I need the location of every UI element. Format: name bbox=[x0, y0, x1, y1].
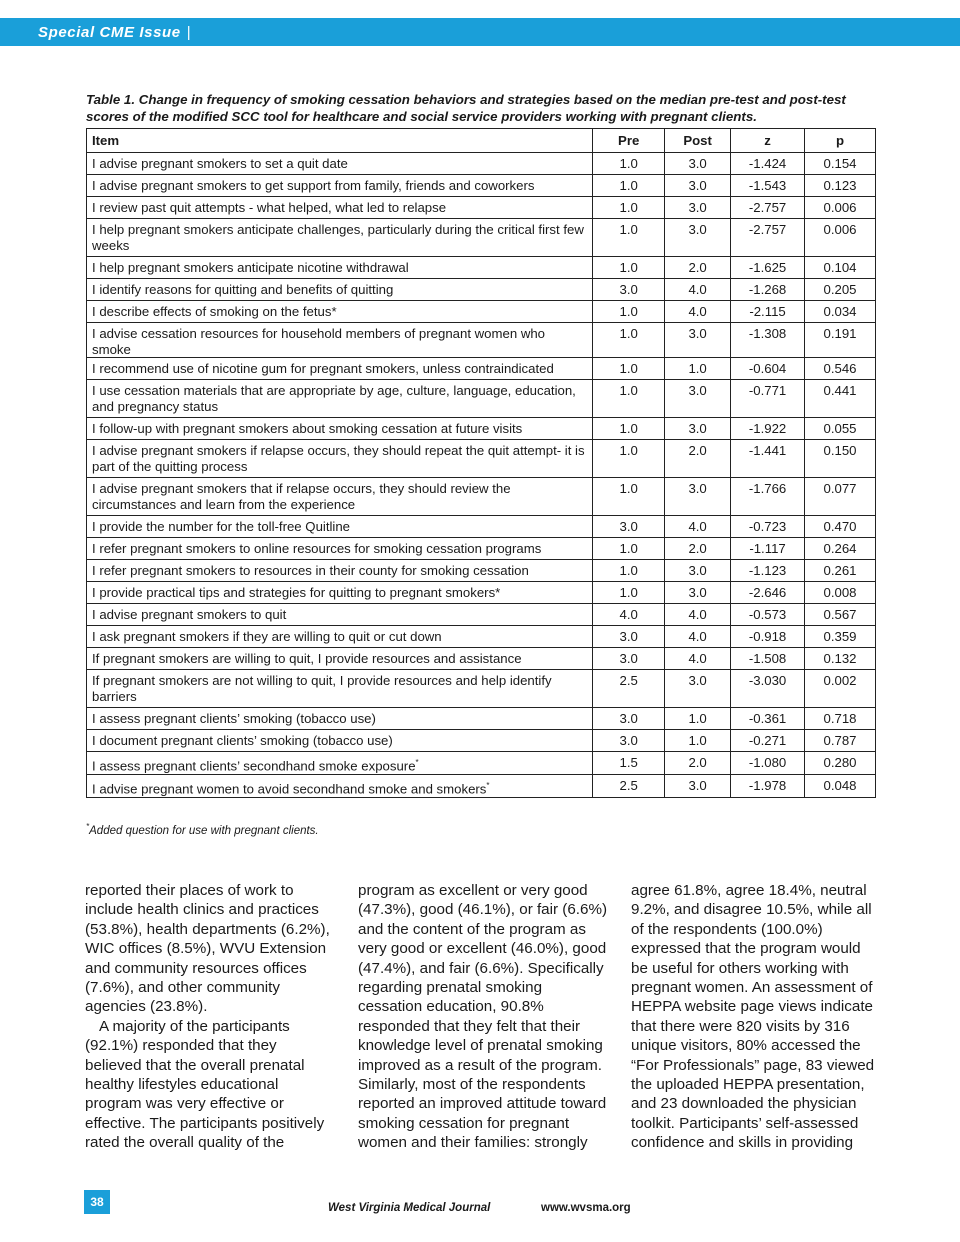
cell-pre: 1.0 bbox=[593, 440, 665, 478]
cell-post: 2.0 bbox=[665, 752, 731, 775]
table-row bbox=[87, 708, 876, 730]
cell-item bbox=[87, 257, 593, 279]
cell-pre: 1.0 bbox=[593, 478, 665, 516]
table-row bbox=[87, 604, 876, 626]
table-row bbox=[87, 752, 876, 775]
table-row bbox=[87, 560, 876, 582]
cell-pre: 1.0 bbox=[593, 323, 665, 358]
item-text: I provide the number for the toll-free Quitline bbox=[92, 519, 351, 534]
cell-pre: 3.0 bbox=[593, 279, 665, 301]
cell-item bbox=[87, 440, 593, 478]
cell-pre: 1.0 bbox=[593, 358, 665, 380]
cell-z: -1.625 bbox=[731, 257, 805, 279]
cell-z: -0.271 bbox=[731, 730, 805, 752]
cell-pre: 2.5 bbox=[593, 774, 665, 797]
cell-post: 4.0 bbox=[665, 301, 731, 323]
cell-item bbox=[87, 358, 593, 380]
table-row bbox=[87, 279, 876, 301]
cell-p: 0.006 bbox=[805, 197, 876, 219]
item-text: If pregnant smokers are not willing to quit, I provide resources and help identify barriers bbox=[92, 673, 552, 704]
cell-pre: 1.0 bbox=[593, 197, 665, 219]
cell-z: -0.573 bbox=[731, 604, 805, 626]
table-row bbox=[87, 358, 876, 380]
cell-p: 0.359 bbox=[805, 626, 876, 648]
cell-z: -1.268 bbox=[731, 279, 805, 301]
cell-p: 0.002 bbox=[805, 670, 876, 708]
table-row bbox=[87, 582, 876, 604]
header-separator: | bbox=[186, 24, 192, 41]
cell-z: -1.308 bbox=[731, 323, 805, 358]
cell-post: 3.0 bbox=[665, 670, 731, 708]
paragraph: A majority of the participants (92.1%) responded that they believed that the overall prenatal healthy lifestyles educational program was very effective or effective. The participants positively rated the overall quality of the bbox=[85, 1017, 325, 1152]
cell-post: 3.0 bbox=[665, 153, 731, 175]
cell-p: 0.034 bbox=[805, 301, 876, 323]
cell-z: -1.978 bbox=[731, 774, 805, 797]
body-column-3 bbox=[631, 881, 881, 1153]
cell-z: -0.918 bbox=[731, 626, 805, 648]
body-column-1 bbox=[85, 881, 335, 1153]
cell-p: 0.154 bbox=[805, 153, 876, 175]
results-table bbox=[86, 128, 876, 798]
item-text: I advise pregnant smokers to set a quit date bbox=[92, 156, 348, 171]
cell-pre: 2.5 bbox=[593, 670, 665, 708]
cell-item bbox=[87, 219, 593, 257]
cell-item bbox=[87, 538, 593, 560]
cell-post: 3.0 bbox=[665, 175, 731, 197]
item-text: If pregnant smokers are willing to quit, I provide resources and assistance bbox=[92, 651, 522, 666]
table-row bbox=[87, 153, 876, 175]
cell-p: 0.132 bbox=[805, 648, 876, 670]
cell-post: 3.0 bbox=[665, 197, 731, 219]
cell-item bbox=[87, 380, 593, 418]
item-text: I help pregnant smokers anticipate challenges, particularly during the critical first few weeks bbox=[92, 222, 584, 253]
table-row bbox=[87, 774, 876, 797]
cell-z: -1.922 bbox=[731, 418, 805, 440]
cell-post: 3.0 bbox=[665, 219, 731, 257]
cell-pre: 3.0 bbox=[593, 626, 665, 648]
item-text: I follow-up with pregnant smokers about smoking cessation at future visits bbox=[92, 421, 523, 436]
cell-item bbox=[87, 197, 593, 219]
table-row bbox=[87, 626, 876, 648]
table-caption: Table 1. Change in frequency of smoking cessation behaviors and strategies based on the median pre-test and post-test scores of the modified SCC tool for healthcare and social service providers working with pregnant clients. bbox=[86, 92, 846, 124]
cell-z: -2.646 bbox=[731, 582, 805, 604]
cell-pre: 1.0 bbox=[593, 560, 665, 582]
section-header-band bbox=[0, 18, 960, 46]
cell-item bbox=[87, 730, 593, 752]
cell-z: -1.123 bbox=[731, 560, 805, 582]
cell-post: 4.0 bbox=[665, 604, 731, 626]
cell-p: 0.123 bbox=[805, 175, 876, 197]
journal-url: www.wvsma.org bbox=[541, 1202, 631, 1214]
paragraph: program as excellent or very good (47.3%), good (46.1%), or fair (6.6%) and the content of the program as very good or excellent (46.0%), good (47.4%), and fair (6.6%). Specifically regarding prenatal smoking cessation education, 90.8% responded that they felt that their knowledge level of prenatal smoking improved as a result of the program. Similarly, most of the respondents reported an improved attitude toward smoking cessation for pregnant women and their families: strongly bbox=[358, 882, 608, 1152]
table-row bbox=[87, 440, 876, 478]
item-text: I review past quit attempts - what helped, what led to relapse bbox=[92, 200, 447, 215]
cell-post: 3.0 bbox=[665, 582, 731, 604]
cell-p: 0.104 bbox=[805, 257, 876, 279]
cell-post: 3.0 bbox=[665, 418, 731, 440]
cell-pre: 1.0 bbox=[593, 418, 665, 440]
table-row bbox=[87, 257, 876, 279]
cell-z: -1.766 bbox=[731, 478, 805, 516]
cell-post: 4.0 bbox=[665, 648, 731, 670]
cell-pre: 3.0 bbox=[593, 516, 665, 538]
cell-z: -1.117 bbox=[731, 538, 805, 560]
item-text: I assess pregnant clients’ secondhand smoke exposure bbox=[92, 758, 416, 774]
cell-pre: 1.0 bbox=[593, 301, 665, 323]
cell-item bbox=[87, 516, 593, 538]
cell-pre: 1.0 bbox=[593, 538, 665, 560]
item-text: I use cessation materials that are appropriate by age, culture, language, education, and pregnancy status bbox=[92, 383, 576, 414]
item-text: I document pregnant clients’ smoking (tobacco use) bbox=[92, 733, 393, 748]
table-footnote bbox=[86, 822, 319, 837]
footnote-text: Added question for use with pregnant clients. bbox=[89, 824, 319, 837]
cell-post: 3.0 bbox=[665, 323, 731, 358]
header-pre: Pre bbox=[593, 129, 665, 153]
cell-post: 4.0 bbox=[665, 626, 731, 648]
item-text: I advise pregnant smokers to get support from family, friends and coworkers bbox=[92, 178, 535, 193]
cell-pre: 1.0 bbox=[593, 175, 665, 197]
cell-p: 0.008 bbox=[805, 582, 876, 604]
cell-z: -3.030 bbox=[731, 670, 805, 708]
header-p: p bbox=[805, 129, 876, 153]
item-text: I assess pregnant clients’ smoking (tobacco use) bbox=[92, 711, 376, 726]
cell-item bbox=[87, 478, 593, 516]
cell-item bbox=[87, 153, 593, 175]
cell-item bbox=[87, 708, 593, 730]
paragraph: agree 61.8%, agree 18.4%, neutral 9.2%, and disagree 10.5%, while all of the respondents (100.0%) expressed that the program would be useful for others working with pregnant women. An assessment of HEPPA website page views indicate that there were 820 visits by 316 unique visitors, 80% accessed the “For Professionals” page, 83 viewed the uploaded HEPPA presentation, and 23 downloaded the physician toolkit. Participants’ self-assessed confidence and skills in providing bbox=[631, 882, 875, 1152]
cell-p: 0.150 bbox=[805, 440, 876, 478]
cell-post: 4.0 bbox=[665, 516, 731, 538]
cell-post: 1.0 bbox=[665, 730, 731, 752]
cell-item bbox=[87, 648, 593, 670]
page-number: 38 bbox=[84, 1190, 110, 1214]
cell-pre: 1.0 bbox=[593, 582, 665, 604]
item-footnote-mark: * bbox=[486, 780, 490, 790]
cell-z: -0.771 bbox=[731, 380, 805, 418]
item-text: I recommend use of nicotine gum for pregnant smokers, unless contraindicated bbox=[92, 361, 554, 376]
table-row bbox=[87, 418, 876, 440]
cell-item bbox=[87, 301, 593, 323]
section-label: Special CME Issue bbox=[38, 24, 181, 41]
cell-p: 0.264 bbox=[805, 538, 876, 560]
table-row bbox=[87, 175, 876, 197]
cell-pre: 1.0 bbox=[593, 219, 665, 257]
cell-p: 0.546 bbox=[805, 358, 876, 380]
cell-post: 2.0 bbox=[665, 538, 731, 560]
table-row bbox=[87, 478, 876, 516]
item-text: I advise pregnant smokers if relapse occurs, they should repeat the quit attempt- it is part of the quitting process bbox=[92, 443, 585, 474]
table-row bbox=[87, 301, 876, 323]
table-row bbox=[87, 538, 876, 560]
item-text: I advise pregnant smokers that if relapse occurs, they should review the circumstances and learn from the experience bbox=[92, 481, 511, 512]
item-text: I advise cessation resources for household members of pregnant women who smoke bbox=[92, 326, 546, 357]
cell-p: 0.567 bbox=[805, 604, 876, 626]
cell-post: 1.0 bbox=[665, 358, 731, 380]
cell-pre: 1.0 bbox=[593, 257, 665, 279]
paragraph: reported their places of work to include health clinics and practices (53.8%), health departments (6.2%), WIC offices (8.5%), WVU Extension and community resources offices (7.6%), and other community agencies (23.8%). bbox=[85, 882, 330, 1016]
cell-z: -1.080 bbox=[731, 752, 805, 775]
cell-z: -0.361 bbox=[731, 708, 805, 730]
table-row bbox=[87, 730, 876, 752]
cell-z: -1.543 bbox=[731, 175, 805, 197]
footnote-mark: * bbox=[86, 822, 90, 831]
cell-p: 0.470 bbox=[805, 516, 876, 538]
cell-pre: 4.0 bbox=[593, 604, 665, 626]
cell-pre: 3.0 bbox=[593, 730, 665, 752]
item-text: I refer pregnant smokers to online resources for smoking cessation programs bbox=[92, 541, 542, 556]
header-item: Item bbox=[87, 129, 593, 153]
cell-item bbox=[87, 604, 593, 626]
journal-name: West Virginia Medical Journal bbox=[328, 1202, 491, 1214]
cell-z: -1.441 bbox=[731, 440, 805, 478]
item-text: I advise pregnant women to avoid secondhand smoke and smokers bbox=[92, 781, 487, 797]
table-row bbox=[87, 219, 876, 257]
table-header-row bbox=[87, 129, 876, 153]
table-row bbox=[87, 380, 876, 418]
cell-post: 3.0 bbox=[665, 478, 731, 516]
cell-item bbox=[87, 279, 593, 301]
item-text: I ask pregnant smokers if they are willing to quit or cut down bbox=[92, 629, 442, 644]
cell-post: 3.0 bbox=[665, 380, 731, 418]
table-row bbox=[87, 648, 876, 670]
table-row bbox=[87, 323, 876, 358]
cell-p: 0.006 bbox=[805, 219, 876, 257]
cell-item bbox=[87, 582, 593, 604]
cell-p: 0.205 bbox=[805, 279, 876, 301]
item-text: I identify reasons for quitting and benefits of quitting bbox=[92, 282, 394, 297]
cell-p: 0.261 bbox=[805, 560, 876, 582]
cell-pre: 1.5 bbox=[593, 752, 665, 775]
cell-item bbox=[87, 418, 593, 440]
cell-z: -2.115 bbox=[731, 301, 805, 323]
cell-p: 0.077 bbox=[805, 478, 876, 516]
body-column-2 bbox=[358, 881, 608, 1153]
cell-z: -1.508 bbox=[731, 648, 805, 670]
cell-item bbox=[87, 670, 593, 708]
cell-item bbox=[87, 323, 593, 358]
cell-item bbox=[87, 752, 593, 775]
item-footnote-mark: * bbox=[415, 758, 419, 767]
cell-item bbox=[87, 774, 593, 797]
cell-post: 2.0 bbox=[665, 257, 731, 279]
cell-p: 0.280 bbox=[805, 752, 876, 775]
cell-pre: 1.0 bbox=[593, 380, 665, 418]
header-z: z bbox=[731, 129, 805, 153]
cell-pre: 3.0 bbox=[593, 648, 665, 670]
cell-post: 1.0 bbox=[665, 708, 731, 730]
cell-p: 0.787 bbox=[805, 730, 876, 752]
cell-post: 2.0 bbox=[665, 440, 731, 478]
header-post: Post bbox=[665, 129, 731, 153]
item-text: I refer pregnant smokers to resources in their county for smoking cessation bbox=[92, 563, 529, 578]
item-text: I describe effects of smoking on the fetus* bbox=[92, 304, 337, 319]
cell-pre: 3.0 bbox=[593, 708, 665, 730]
cell-post: 3.0 bbox=[665, 560, 731, 582]
cell-p: 0.055 bbox=[805, 418, 876, 440]
cell-p: 0.048 bbox=[805, 774, 876, 797]
section-title bbox=[38, 18, 191, 48]
cell-z: -0.723 bbox=[731, 516, 805, 538]
item-text: I provide practical tips and strategies for quitting to pregnant smokers* bbox=[92, 585, 501, 600]
cell-post: 3.0 bbox=[665, 774, 731, 797]
table-row bbox=[87, 516, 876, 538]
cell-p: 0.718 bbox=[805, 708, 876, 730]
cell-z: -2.757 bbox=[731, 197, 805, 219]
cell-p: 0.441 bbox=[805, 380, 876, 418]
cell-z: -0.604 bbox=[731, 358, 805, 380]
table-row bbox=[87, 197, 876, 219]
cell-item bbox=[87, 560, 593, 582]
cell-pre: 1.0 bbox=[593, 153, 665, 175]
cell-item bbox=[87, 626, 593, 648]
item-text: I help pregnant smokers anticipate nicotine withdrawal bbox=[92, 260, 409, 275]
item-text: I advise pregnant smokers to quit bbox=[92, 607, 287, 622]
cell-item bbox=[87, 175, 593, 197]
cell-z: -2.757 bbox=[731, 219, 805, 257]
cell-p: 0.191 bbox=[805, 323, 876, 358]
cell-post: 4.0 bbox=[665, 279, 731, 301]
table-row bbox=[87, 670, 876, 708]
cell-z: -1.424 bbox=[731, 153, 805, 175]
